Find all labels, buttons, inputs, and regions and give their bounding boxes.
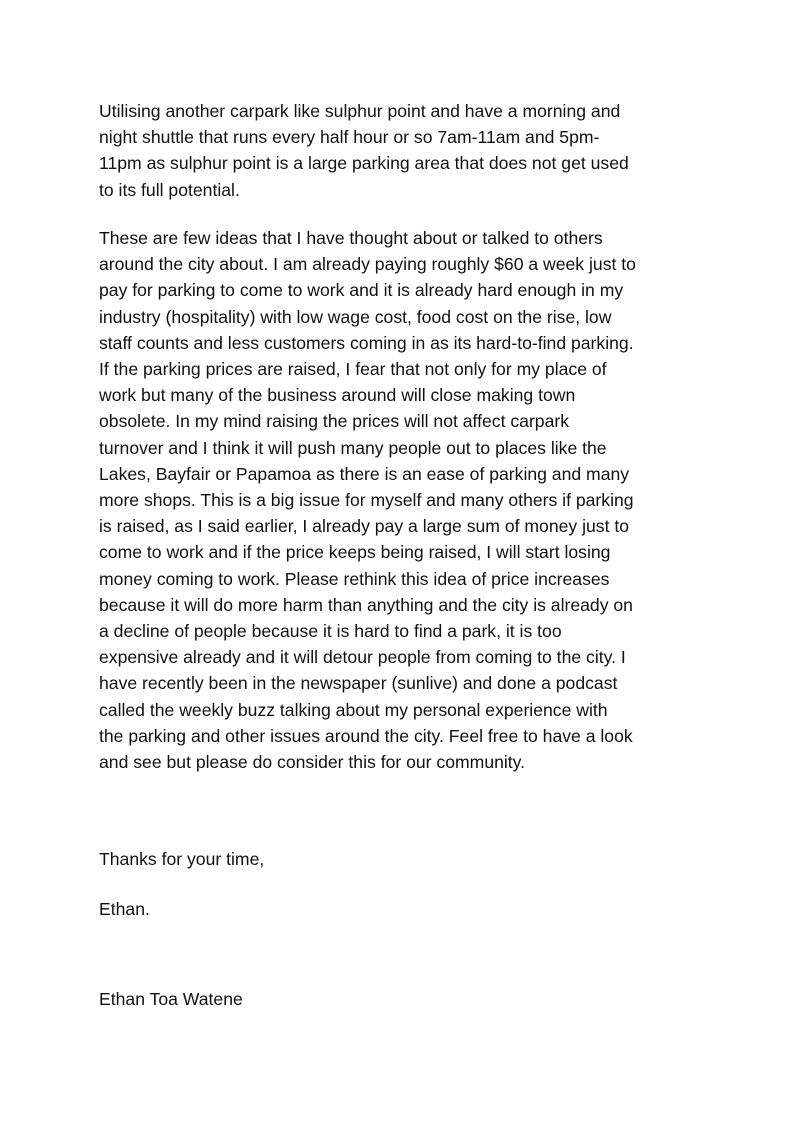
closing-line: Thanks for your time,: [99, 849, 265, 869]
author-full-name: Ethan Toa Watene: [99, 989, 243, 1009]
signoff-name: Ethan.: [99, 899, 150, 919]
body-paragraph-parking-concerns: These are few ideas that I have thought about or talked to others around the city about. I am already paying roughly $60 a week just to pay for parking to come to work and it is already hard enough in my industry (hospitality) with low wage cost, food cost on the rise, low staff counts and less customers coming in as its hard-to-find parking. If the parking prices are raised, I fear that not only for my place of work but many of the business around will close making town obsolete. In my mind raising the prices will not affect carpark turnover and I think it will push many people out to places like the Lakes, Bayfair or Papamoa as there is an ease of parking and many more shops. This is a big issue for myself and many others if parking is raised, as I said earlier, I already pay a large sum of money just to come to work and if the price keeps being raised, I will start losing money coming to work. Please rethink this idea of price increases because it will do more harm than anything and the city is already on a decline of people because it is hard to find a park, it is too expensive already and it will detour people from coming to the city. I have recently been in the newspaper (sunlive) and done a podcast called the weekly buzz talking about my personal experience with the parking and other issues around the city. Feel free to have a look and see but please do consider this for our community.: [99, 228, 636, 773]
body-paragraph-shuttle-idea: Utilising another carpark like sulphur point and have a morning and night shuttle that runs every half hour or so 7am-11am and 5pm- 11pm as sulphur point is a large parking area that does not get used to its full potential.: [99, 101, 629, 200]
